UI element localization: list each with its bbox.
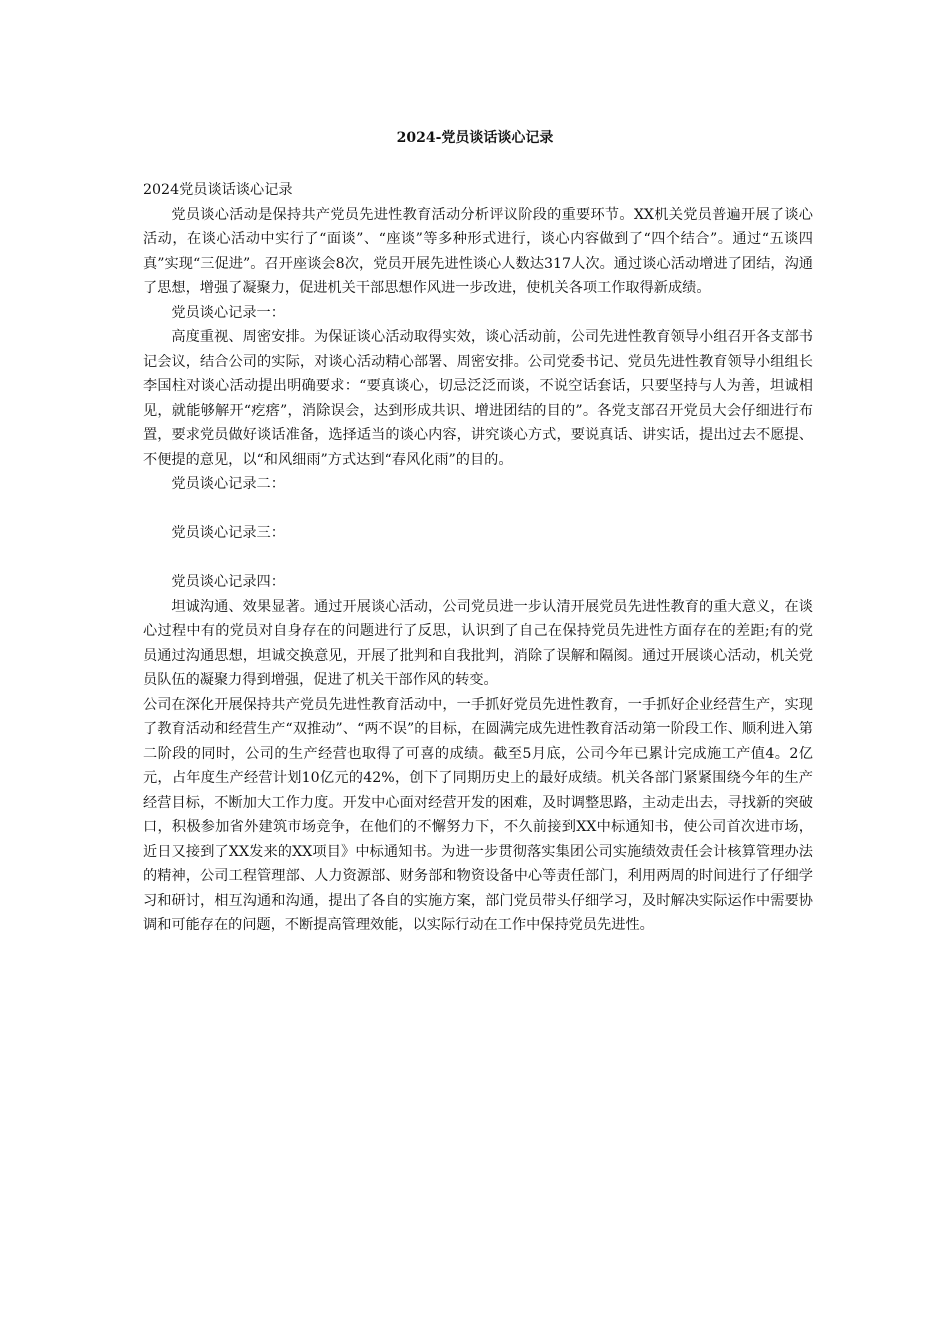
intro-paragraph: 党员谈心活动是保持共产党员先进性教育活动分析评议阶段的重要环节。XX机关党员普遍开展了谈心活动，在谈心活动中实行了“面谈”、“座谈”等多种形式进行，谈心内容做到了“四个结合”。通过“五谈四真”实现“三促进”。召开座谈会8次，党员开展先进性谈心人数达317人次。通过谈心活动增进了团结，沟通了思想，增强了凝聚力，促进机关干部思想作风进一步改进，使机关各项工作取得新成绩。 — [143, 206, 813, 296]
blank-line — [143, 546, 813, 571]
document-title: 2024-党员谈话谈心记录 — [396, 130, 554, 146]
document-subtitle: 2024党员谈话谈心记录 — [143, 182, 293, 198]
document-body — [143, 178, 813, 938]
record-2-heading: 党员谈心记录二： — [171, 476, 285, 492]
record-1-heading: 党员谈心记录一： — [171, 304, 285, 321]
record-4-paragraph: 坦诚沟通、效果显著。通过开展谈心活动，公司党员进一步认清开展党员先进性教育的重大意义，在谈心过程中有的党员对自身存在的问题进行了反思，认识到了自己在保持党员先进性方面存在的差距;有的党员通过沟通思想，坦诚交换意见，开展了批判和自我批判，消除了误解和隔阂。通过开展谈心活动，机关党员队伍的凝聚力得到增强，促进了机关干部作风的转变。 — [143, 598, 813, 688]
record-4-heading: 党员谈心记录四： — [171, 574, 285, 590]
blank-line — [143, 497, 813, 522]
record-1-paragraph: 高度重视、周密安排。为保证谈心活动取得实效，谈心活动前，公司先进性教育领导小组召开各支部书记会议，结合公司的实际，对谈心活动精心部署、周密安排。公司党委书记、党员先进性教育领导小组组长李国柱对谈心活动提出明确要求：“要真谈心，切忌泛泛而谈，不说空话套话，只要坚持与人为善，坦诚相见，就能够解开“疙瘩”，消除误会，达到形成共识、增进团结的目的”。各党支部召开党员大会仔细进行布置，要求党员做好谈话准备，选择适当的谈心内容，讲究谈心方式，要说真话、讲实话，提出过去不愿提、不便提的意见，以“和风细雨”方式达到“春风化雨”的目的。 — [143, 329, 813, 468]
record-3-heading: 党员谈心记录三： — [171, 525, 285, 541]
record-4-continued-paragraph: 公司在深化开展保持共产党员先进性教育活动中，一手抓好党员先进性教育，一手抓好企业经营生产，实现了教育活动和经营生产“双推动”、“两不误”的目标，在圆满完成先进性教育活动第一阶段工作、顺利进入第二阶段的同时，公司的生产经营也取得了可喜的成绩。截至5月底，公司今年已累计完成施工产值4。2亿元，占年度生产经营计划10亿元的42%，创下了同期历史上的最好成绩。机关各部门紧紧围绕今年的生产经营目标，不断加大工作力度。开发中心面对经营开发的困难，及时调整思路，主动走出去，寻找新的突破口，积极参加省外建筑市场竞争，在他们的不懈努力下，不久前接到XX中标通知书，使公司首次进市场，近日又接到了XX发来的XX项目》中标通知书。为进一步贯彻落实集团公司实施绩效责任会计核算管理办法的精神，公司工程管理部、人力资源部、财务部和物资设备中心等责任部门，利用两周的时间进行了仔细学习和研讨，相互沟通和沟通，提出了各自的实施方案，部门党员带头仔细学习，及时解决实际运作中需要协调和可能存在的问题，不断提高管理效能，以实际行动在工作中保持党员先进性。 — [143, 696, 813, 933]
